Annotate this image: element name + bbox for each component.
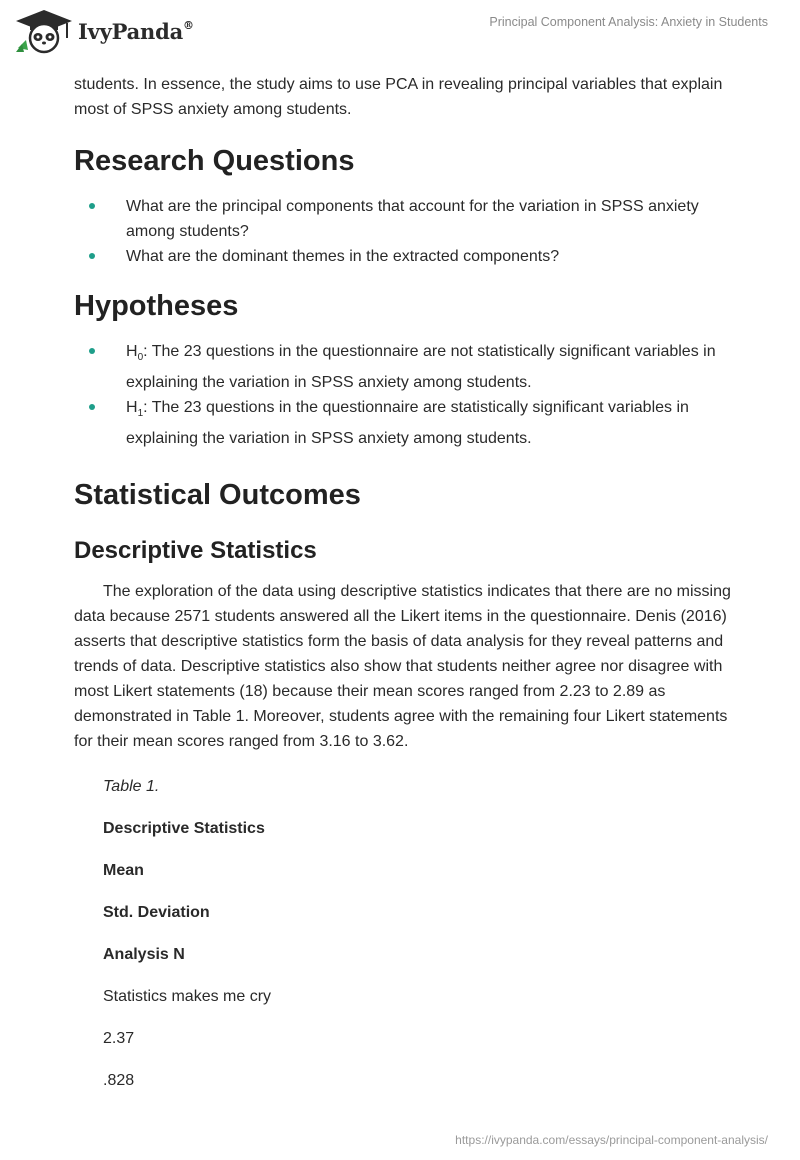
descriptive-paragraph: The exploration of the data using descriptive statistics indicates that there are no missing data because 2571 students answered all the Likert items in the questionnaire. Denis (2016) asserts that descriptive statistics form the basis of data analysis for they reveal patterns and trends of data. Descriptive statistics also show that students neither agree nor disagree with most Likert statements (18) because their mean scores ranged from 2.23 to 2.89 as demonstrated in Table 1. Moreover, students agree with the remaining four Likert statements for their mean scores ranged from 3.16 to 3.62. [74, 583, 731, 751]
panda-graduate-icon [14, 8, 74, 54]
row-mean: 2.37 [103, 1030, 135, 1048]
hypotheses-list [74, 339, 734, 451]
column-header-std: Std. Deviation [103, 904, 210, 922]
bullet-icon [89, 404, 95, 410]
table-caption: Table 1. [103, 778, 160, 796]
list-item: What are the dominant themes in the extracted components? [74, 244, 734, 269]
bullet-icon [89, 348, 95, 354]
logo[interactable] [14, 8, 194, 54]
intro-paragraph: students. In essence, the study aims to use PCA in revealing principal variables that explain most of SPSS anxiety among students. [74, 76, 723, 118]
bullet-icon [89, 253, 95, 259]
research-questions-heading: Research Questions [74, 145, 355, 177]
page-header [0, 0, 800, 70]
source-url[interactable]: https://ivypanda.com/essays/principal-component-analysis/ [455, 1133, 768, 1147]
article-content [74, 72, 734, 1091]
list-item: What are the principal components that account for the variation in SPSS anxiety among students? [74, 194, 734, 244]
column-header-n: Analysis N [103, 946, 185, 964]
row-std: .828 [103, 1072, 135, 1090]
table-title: Descriptive Statistics [103, 820, 265, 838]
hypotheses-heading: Hypotheses [74, 290, 239, 322]
logo-text: IvyPanda® [78, 18, 194, 44]
bullet-icon [89, 203, 95, 209]
descriptive-statistics-heading: Descriptive Statistics [74, 537, 317, 565]
list-item: $H_0$: The 23 questions in the questionnaire are not statistically significant variables in explaining the variation in SPSS anxiety among students. [74, 339, 734, 395]
statistical-outcomes-heading: Statistical Outcomes [74, 479, 361, 512]
research-questions-list [74, 194, 734, 269]
row-label: Statistics makes me cry [103, 988, 272, 1006]
descriptive-table [74, 777, 734, 1091]
document-title: Principal Component Analysis: Anxiety in Students [489, 15, 768, 29]
list-item: $H_1$: The 23 questions in the questionnaire are statistically significant variables in explaining the variation in SPSS anxiety among students. [74, 395, 734, 451]
column-header-mean: Mean [103, 862, 144, 880]
